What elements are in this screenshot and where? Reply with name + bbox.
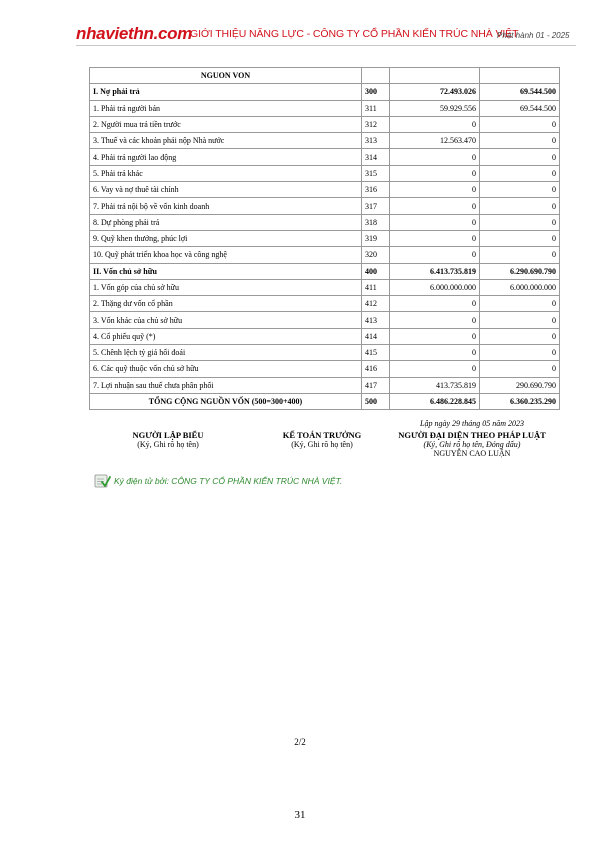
- table-section-row: [90, 84, 560, 100]
- preparer-block: [108, 430, 228, 449]
- representative-name: NGUYỄN CAO LUẬN: [433, 449, 511, 458]
- representative-note: (Ký, Ghi rõ họ tên, Đóng dấu): [423, 440, 521, 449]
- header-issue: Phát hành 01 - 2025: [497, 31, 570, 40]
- table-row: [90, 377, 560, 393]
- row-code: 315: [362, 165, 390, 181]
- date-line: Lập ngày 29 tháng 05 năm 2023: [420, 419, 524, 428]
- row-label: 7. Lợi nhuận sau thuế chưa phân phối: [90, 377, 362, 393]
- digital-signature-icon: [94, 473, 111, 494]
- accountant-block: [262, 430, 382, 449]
- row-label: 7. Phải trả nội bộ về vốn kinh doanh: [90, 198, 362, 214]
- table-row: [90, 230, 560, 246]
- row-label: 2. Thặng dư vốn cổ phần: [90, 296, 362, 312]
- section-header: NGUON VON: [90, 68, 362, 84]
- table-row: [90, 361, 560, 377]
- row-value-previous: 0: [480, 345, 560, 361]
- preparer-title: NGƯỜI LẬP BIỂU: [132, 430, 204, 440]
- preparer-note: (Ký, Ghi rõ họ tên): [137, 440, 199, 449]
- row-code: 414: [362, 328, 390, 344]
- row-code: 413: [362, 312, 390, 328]
- row-value-previous: 0: [480, 328, 560, 344]
- row-label: 10. Quỹ phát triển khoa học và công nghệ: [90, 247, 362, 263]
- row-code: 416: [362, 361, 390, 377]
- row-value-current: 6.000.000.000: [390, 279, 480, 295]
- row-code: 415: [362, 345, 390, 361]
- total-value-previous: 6.360.235.290: [480, 393, 560, 409]
- row-value-current: 0: [390, 230, 480, 246]
- row-value-previous: 6.290.690.790: [480, 263, 560, 279]
- row-value-previous: 0: [480, 198, 560, 214]
- row-value-previous: 0: [480, 182, 560, 198]
- row-code: 318: [362, 214, 390, 230]
- table-section-row: [90, 263, 560, 279]
- row-label: 5. Chênh lệch tỷ giá hối đoái: [90, 345, 362, 361]
- table-row: [90, 116, 560, 132]
- row-value-previous: 69.544.500: [480, 84, 560, 100]
- row-label: I. Nợ phải trả: [90, 84, 362, 100]
- row-value-current: 0: [390, 328, 480, 344]
- table-total-row: [90, 393, 560, 409]
- table-row: [90, 149, 560, 165]
- table-row: [90, 165, 560, 181]
- row-code: 300: [362, 84, 390, 100]
- table-row: [90, 279, 560, 295]
- table-row: [90, 312, 560, 328]
- table-row: [90, 247, 560, 263]
- row-label: 9. Quỹ khen thưởng, phúc lợi: [90, 230, 362, 246]
- row-value-current: 0: [390, 165, 480, 181]
- row-value-current: 72.493.026: [390, 84, 480, 100]
- row-value-current: 0: [390, 247, 480, 263]
- row-code: 319: [362, 230, 390, 246]
- row-code: 320: [362, 247, 390, 263]
- row-value-current: 0: [390, 182, 480, 198]
- row-value-previous: 6.000.000.000: [480, 279, 560, 295]
- page-number: 31: [294, 809, 306, 821]
- row-value-previous: 0: [480, 247, 560, 263]
- row-value-previous: 0: [480, 312, 560, 328]
- row-code: 311: [362, 100, 390, 116]
- table-row: [90, 345, 560, 361]
- row-label: 5. Phải trả khác: [90, 165, 362, 181]
- electronic-signature-text: Ký điện tử bởi: CÔNG TY CỔ PHẦN KIẾN TRÚC NHÀ VIỆT.: [114, 476, 343, 486]
- table-row: [90, 100, 560, 116]
- document-page-indicator: 2/2: [294, 737, 306, 747]
- accountant-note: (Ký, Ghi rõ họ tên): [291, 440, 353, 449]
- total-label: TỔNG CỘNG NGUỒN VỐN (500=300+400): [90, 393, 362, 409]
- row-label: II. Vốn chủ sở hữu: [90, 263, 362, 279]
- balance-sheet-table: [89, 67, 560, 410]
- row-value-current: 0: [390, 198, 480, 214]
- table-row: [90, 133, 560, 149]
- row-label: 6. Vay và nợ thuê tài chính: [90, 182, 362, 198]
- row-value-current: 0: [390, 361, 480, 377]
- row-label: 4. Cổ phiếu quỹ (*): [90, 328, 362, 344]
- row-value-current: 413.735.819: [390, 377, 480, 393]
- row-value-previous: 69.544.500: [480, 100, 560, 116]
- row-value-previous: 290.690.790: [480, 377, 560, 393]
- row-value-previous: 0: [480, 214, 560, 230]
- row-value-current: 0: [390, 345, 480, 361]
- representative-block: [382, 430, 562, 458]
- row-value-previous: 0: [480, 230, 560, 246]
- table-row: [90, 214, 560, 230]
- brand-logo[interactable]: nhaviethn.com: [76, 24, 193, 43]
- total-code: 500: [362, 393, 390, 409]
- row-value-previous: 0: [480, 165, 560, 181]
- row-label: 1. Phải trả người bán: [90, 100, 362, 116]
- row-label: 1. Vốn góp của chủ sở hữu: [90, 279, 362, 295]
- row-code: 316: [362, 182, 390, 198]
- table-row: [90, 198, 560, 214]
- row-code: 314: [362, 149, 390, 165]
- row-label: 3. Vốn khác của chủ sở hữu: [90, 312, 362, 328]
- row-value-current: 6.413.735.819: [390, 263, 480, 279]
- balance-sheet-table-container: [89, 67, 559, 410]
- table-row: [90, 328, 560, 344]
- row-label: 8. Dự phòng phải trả: [90, 214, 362, 230]
- row-value-current: 0: [390, 149, 480, 165]
- row-value-previous: 0: [480, 116, 560, 132]
- table-row: [90, 296, 560, 312]
- row-value-previous: 0: [480, 361, 560, 377]
- row-value-current: 59.929.556: [390, 100, 480, 116]
- total-value-current: 6.486.228.845: [390, 393, 480, 409]
- row-code: 317: [362, 198, 390, 214]
- row-code: 312: [362, 116, 390, 132]
- row-label: 2. Người mua trả tiền trước: [90, 116, 362, 132]
- row-value-previous: 0: [480, 149, 560, 165]
- row-code: 313: [362, 133, 390, 149]
- table-header-row: [90, 68, 560, 84]
- representative-title: NGƯỜI ĐẠI DIỆN THEO PHÁP LUẬT: [398, 430, 546, 440]
- header-title: GIỚI THIỆU NĂNG LỰC - CÔNG TY CỔ PHẦN KIẾN TRÚC NHÀ VIỆT: [190, 28, 519, 40]
- header-divider: [76, 45, 576, 46]
- row-value-current: 0: [390, 214, 480, 230]
- accountant-title: KẾ TOÁN TRƯỞNG: [282, 430, 362, 440]
- row-value-current: 12.563.470: [390, 133, 480, 149]
- row-value-previous: 0: [480, 296, 560, 312]
- row-value-previous: 0: [480, 133, 560, 149]
- page-header: [0, 0, 600, 52]
- row-code: 400: [362, 263, 390, 279]
- row-code: 412: [362, 296, 390, 312]
- row-code: 411: [362, 279, 390, 295]
- row-label: 4. Phải trả người lao động: [90, 149, 362, 165]
- table-row: [90, 182, 560, 198]
- row-label: 3. Thuế và các khoản phải nộp Nhà nước: [90, 133, 362, 149]
- row-value-current: 0: [390, 296, 480, 312]
- row-code: 417: [362, 377, 390, 393]
- row-value-current: 0: [390, 116, 480, 132]
- row-value-current: 0: [390, 312, 480, 328]
- row-label: 6. Các quỹ thuộc vốn chủ sở hữu: [90, 361, 362, 377]
